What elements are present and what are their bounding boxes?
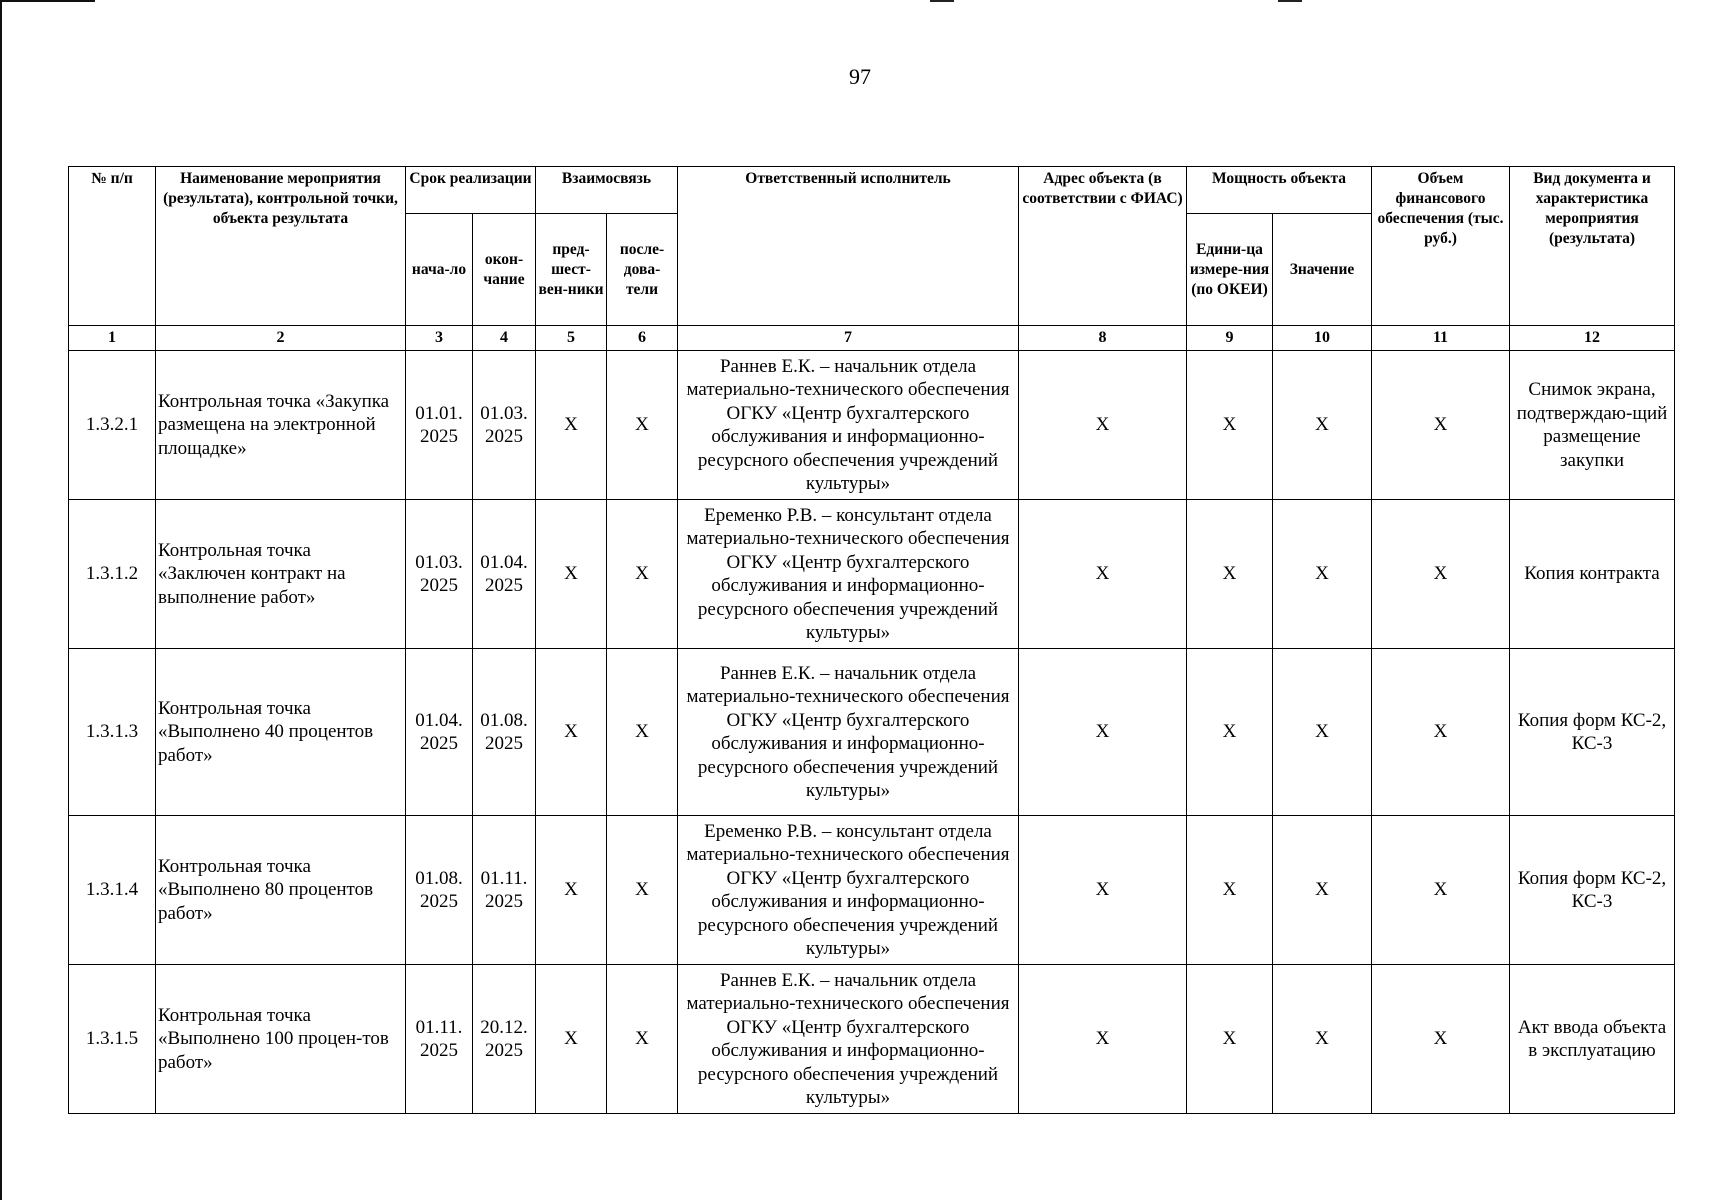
row-succ: Х xyxy=(607,351,678,500)
row-value: Х xyxy=(1273,816,1372,965)
row-name: Контрольная точка «Заключен контракт на выполнение работ» xyxy=(156,500,406,649)
row-start: 01.08. 2025 xyxy=(406,816,473,965)
row-doc: Акт ввода объекта в эксплуатацию xyxy=(1510,965,1675,1114)
table-row xyxy=(69,351,1675,500)
row-doc: Снимок экрана, подтверждаю-щий размещение закупки xyxy=(1510,351,1675,500)
row-executor: Раннев Е.К. – начальник отдела материально-технического обеспечения ОГКУ «Центр бухгалтерского обслуживания и информационно-ресурсного обеспечения учреждений культуры» xyxy=(678,965,1019,1114)
table-row xyxy=(69,965,1675,1114)
header-link-pred: пред-шест-вен-ники xyxy=(536,214,607,326)
row-start: 01.04. 2025 xyxy=(406,649,473,816)
row-address: Х xyxy=(1019,965,1187,1114)
header-term-end: окон-чание xyxy=(473,214,536,326)
page-number: 97 xyxy=(849,64,871,89)
row-value: Х xyxy=(1273,649,1372,816)
row-start: 01.11. 2025 xyxy=(406,965,473,1114)
header-address: Адрес объекта (в соответствии с ФИАС) xyxy=(1019,167,1187,326)
header-name: Наименование мероприятия (результата), контрольной точки, объекта результата xyxy=(156,167,406,326)
row-value: Х xyxy=(1273,500,1372,649)
header-finance: Объем финансового обеспечения (тыс. руб.) xyxy=(1372,167,1510,326)
row-name: Контрольная точка «Закупка размещена на электронной площадке» xyxy=(156,351,406,500)
row-num: 1.3.1.4 xyxy=(69,816,156,965)
row-succ: Х xyxy=(607,816,678,965)
scan-mark xyxy=(930,0,954,2)
column-number: 11 xyxy=(1372,326,1510,351)
row-doc: Копия контракта xyxy=(1510,500,1675,649)
header-link-succ: после-дова-тели xyxy=(607,214,678,326)
row-executor: Еременко Р.В. – консультант отдела материально-технического обеспечения ОГКУ «Центр бухгалтерского обслуживания и информационно-ресурсного обеспечения учреждений культуры» xyxy=(678,816,1019,965)
column-number: 8 xyxy=(1019,326,1187,351)
row-num: 1.3.1.2 xyxy=(69,500,156,649)
row-end: 01.04. 2025 xyxy=(473,500,536,649)
row-pred: Х xyxy=(536,965,607,1114)
table-row xyxy=(69,816,1675,965)
control-points-table xyxy=(68,166,1675,1114)
row-value: Х xyxy=(1273,351,1372,500)
row-address: Х xyxy=(1019,816,1187,965)
row-finance: Х xyxy=(1372,351,1510,500)
column-number: 4 xyxy=(473,326,536,351)
row-finance: Х xyxy=(1372,965,1510,1114)
row-num: 1.3.2.1 xyxy=(69,351,156,500)
row-succ: Х xyxy=(607,500,678,649)
column-number: 2 xyxy=(156,326,406,351)
row-num: 1.3.1.5 xyxy=(69,965,156,1114)
row-pred: Х xyxy=(536,351,607,500)
row-value: Х xyxy=(1273,965,1372,1114)
column-number: 12 xyxy=(1510,326,1675,351)
column-number-row xyxy=(69,326,1675,351)
row-unit: Х xyxy=(1187,816,1273,965)
row-unit: Х xyxy=(1187,500,1273,649)
row-name: Контрольная точка «Выполнено 100 процен-тов работ» xyxy=(156,965,406,1114)
header-term-start: нача-ло xyxy=(406,214,473,326)
header-link: Взаимосвязь xyxy=(536,167,678,214)
column-number: 3 xyxy=(406,326,473,351)
header-capacity: Мощность объекта xyxy=(1187,167,1372,214)
row-succ: Х xyxy=(607,649,678,816)
header-num: № п/п xyxy=(69,167,156,326)
header-term: Срок реализации xyxy=(406,167,536,214)
row-name: Контрольная точка «Выполнено 80 процентов работ» xyxy=(156,816,406,965)
row-end: 01.08. 2025 xyxy=(473,649,536,816)
row-finance: Х xyxy=(1372,816,1510,965)
row-unit: Х xyxy=(1187,965,1273,1114)
header-capacity-unit: Едини-ца измере-ния (по ОКЕИ) xyxy=(1187,214,1273,326)
row-pred: Х xyxy=(536,816,607,965)
row-unit: Х xyxy=(1187,649,1273,816)
header-capacity-value: Значение xyxy=(1273,214,1372,326)
header-doc: Вид документа и характеристика мероприятия (результата) xyxy=(1510,167,1675,326)
row-end: 20.12. 2025 xyxy=(473,965,536,1114)
row-start: 01.01. 2025 xyxy=(406,351,473,500)
row-executor: Раннев Е.К. – начальник отдела материально-технического обеспечения ОГКУ «Центр бухгалтерского обслуживания и информационно-ресурсного обеспечения учреждений культуры» xyxy=(678,649,1019,816)
row-end: 01.11. 2025 xyxy=(473,816,536,965)
column-number: 6 xyxy=(607,326,678,351)
row-executor: Раннев Е.К. – начальник отдела материально-технического обеспечения ОГКУ «Центр бухгалтерского обслуживания и информационно-ресурсного обеспечения учреждений культуры» xyxy=(678,351,1019,500)
scan-border-left xyxy=(0,0,2,1200)
row-finance: Х xyxy=(1372,649,1510,816)
row-address: Х xyxy=(1019,500,1187,649)
row-pred: Х xyxy=(536,500,607,649)
row-succ: Х xyxy=(607,965,678,1114)
row-address: Х xyxy=(1019,649,1187,816)
row-name: Контрольная точка «Выполнено 40 процентов работ» xyxy=(156,649,406,816)
table-row xyxy=(69,500,1675,649)
row-end: 01.03. 2025 xyxy=(473,351,536,500)
row-unit: Х xyxy=(1187,351,1273,500)
column-number: 7 xyxy=(678,326,1019,351)
scan-border-top xyxy=(0,0,95,2)
row-address: Х xyxy=(1019,351,1187,500)
row-start: 01.03. 2025 xyxy=(406,500,473,649)
scan-mark xyxy=(1278,0,1302,2)
row-num: 1.3.1.3 xyxy=(69,649,156,816)
column-number: 5 xyxy=(536,326,607,351)
row-doc: Копия форм КС-2, КС-3 xyxy=(1510,649,1675,816)
column-number: 9 xyxy=(1187,326,1273,351)
column-number: 1 xyxy=(69,326,156,351)
row-pred: Х xyxy=(536,649,607,816)
row-doc: Копия форм КС-2, КС-3 xyxy=(1510,816,1675,965)
column-number: 10 xyxy=(1273,326,1372,351)
table-row xyxy=(69,649,1675,816)
row-executor: Еременко Р.В. – консультант отдела материально-технического обеспечения ОГКУ «Центр бухгалтерского обслуживания и информационно-ресурсного обеспечения учреждений культуры» xyxy=(678,500,1019,649)
header-executor: Ответственный исполнитель xyxy=(678,167,1019,326)
row-finance: Х xyxy=(1372,500,1510,649)
